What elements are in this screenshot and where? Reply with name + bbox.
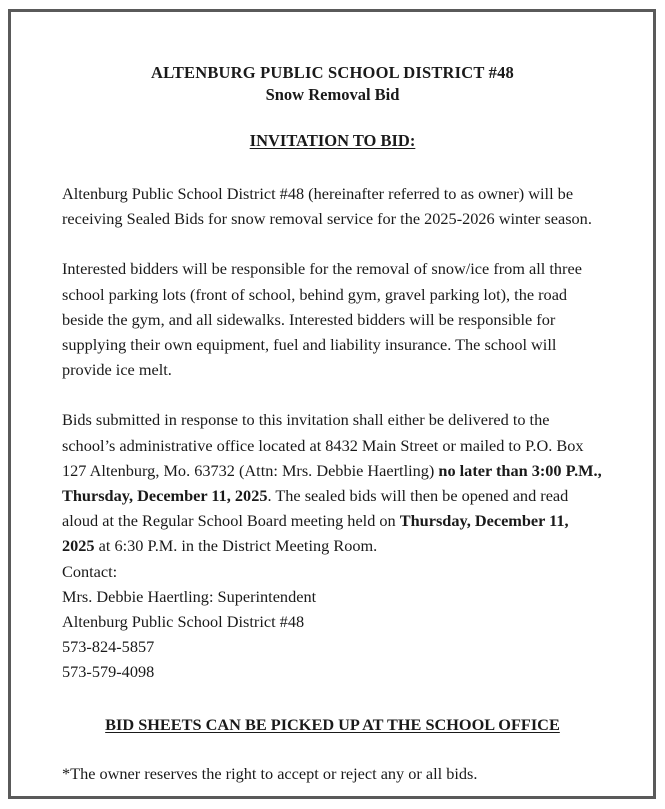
contact-block [62,559,603,685]
paragraph-overview [62,181,603,231]
subject-title: Snow Removal Bid [265,85,400,104]
bid-sheets-notice [0,715,665,735]
district-title: ALTENBURG PUBLIC SCHOOL DISTRICT #48 [151,63,514,82]
section-heading-text: INVITATION TO BID: [249,131,416,150]
document-header [0,62,665,105]
section-heading [0,131,665,151]
contact-organization: Altenburg Public School District #48 [62,612,305,632]
paragraph-submission-instructions [62,407,603,558]
bid-sheets-notice-text: BID SHEETS CAN BE PICKED UP AT THE SCHOOL OFFICE [105,714,560,734]
contact-label: Contact: [62,561,118,581]
submission-deadline-text: no later than 3:00 P.M., Thursday, December 11, 2025 [62,460,602,506]
contact-phone-secondary: 573-579-4098 [62,662,155,682]
submission-intro-text: Bids submitted in response to this invitation shall either be delivered to the school’s administrative office located at 8432 Main Street or mailed to P.O. Box 127 Altenburg, Mo. 63732 (Attn: Mrs. Debbie Haertling) [62,410,584,480]
footnote-disclaimer: *The owner reserves the right to accept or reject any or all bids. [62,763,478,783]
contact-name-title: Mrs. Debbie Haertling: Superintendent [62,586,317,606]
submission-middle-text: . The sealed bids will then be opened and read aloud at the Regular School Board meeting held on [62,486,569,531]
document-body [62,181,603,559]
board-meeting-time-text: at 6:30 P.M. in the District Meeting Room. [94,536,378,556]
contact-phone-primary: 573-824-5857 [62,637,155,657]
board-meeting-date-text: Thursday, December 11, 2025 [62,511,569,556]
paragraph-overview-text: Altenburg Public School District #48 (hereinafter referred to as owner) will be receiving Sealed Bids for snow removal service for the 2025-2026 winter season. [62,184,592,229]
paragraph-scope-of-work-text: Interested bidders will be responsible for the removal of snow/ice from all three school parking lots (front of school, behind gym, gravel parking lot), the road beside the gym, and all sidewalks. Interested bidders will be responsible for supplying their own equipment, fuel and liability insurance. The school will provide ice melt. [62,259,582,380]
paragraph-scope-of-work [62,256,603,382]
